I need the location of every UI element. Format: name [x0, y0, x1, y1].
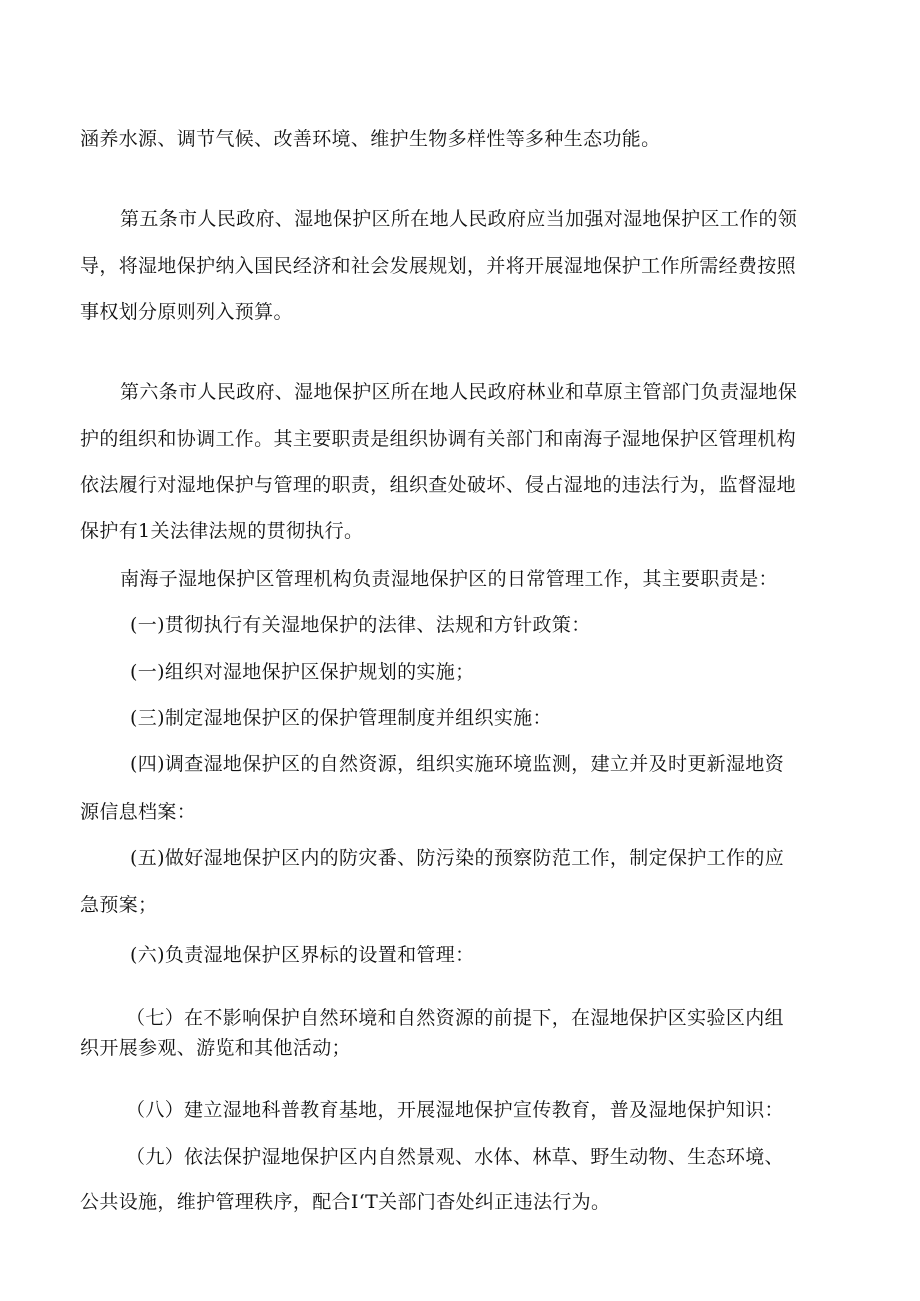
list-item: (四)调查湿地保护区的自然资源，组织实施环境监测，建立并及时更新湿地资 — [130, 753, 785, 775]
list-item: (五)做好湿地保护区内的防灾番、防污染的预察防范工作，制定保护工作的应 — [130, 847, 785, 869]
article-5-heading-line: 第五条市人民政府、湿地保护区所在地人民政府应当加强对湿地保护区工作的领 — [120, 208, 798, 230]
list-item: （七）在不影响保护自然环境和自然资源的前提下，在湿地保护区实验区内组 — [126, 1007, 784, 1029]
list-item: (三)制定湿地保护区的保护管理制度并组织实施： — [130, 707, 552, 729]
text-line: 织开展参观、游览和其他活动； — [80, 1037, 351, 1059]
text-line: 导，将湿地保护纳入国民经济和社会发展规划，并将开展湿地保护工作所需经费按照 — [80, 255, 796, 277]
text-line: 依法履行对湿地保护与管理的职责，组织查处破坏、侵占湿地的违法行为，监督湿地 — [80, 474, 796, 496]
list-item: (一)组织对湿地保护区保护规划的实施； — [130, 661, 475, 683]
text-line: 涵养水源、调节气候、改善环境、维护生物多样性等多种生态功能。 — [80, 128, 661, 150]
list-item: （八）建立湿地科普教育基地，开展湿地保护宣传教育，普及湿地保护知识： — [126, 1099, 784, 1121]
list-item: (一)贯彻执行有关湿地保护的法律、法规和方针政策： — [130, 614, 591, 636]
text-line: 护的组织和协调工作。其主要职责是组织协调有关部门和南海子湿地保护区管理机构 — [80, 428, 796, 450]
list-item: (六)负责湿地保护区界标的设置和管理： — [130, 944, 475, 966]
text-line: 事权划分原则列入预算。 — [80, 301, 293, 323]
text-line: 急预案； — [80, 894, 158, 916]
text-line: 公共设施，维护管理秩序，配合I‘T关部门杳处纠正违法行为。 — [80, 1191, 611, 1213]
text-line: 保护有1关法律法规的贯彻执行。 — [80, 520, 364, 542]
text-line: 源信息档案： — [80, 801, 197, 823]
list-item: （九）依法保护湿地保护区内自然景观、水体、林草、野生动物、生态环境、 — [126, 1146, 784, 1168]
text-line: 南海子湿地保护区管理机构负责湿地保护区的日常管理工作，其主要职责是： — [120, 568, 778, 590]
article-6-heading-line: 第六条市人民政府、湿地保护区所在地人民政府林业和草原主管部门负责湿地保 — [120, 381, 798, 403]
